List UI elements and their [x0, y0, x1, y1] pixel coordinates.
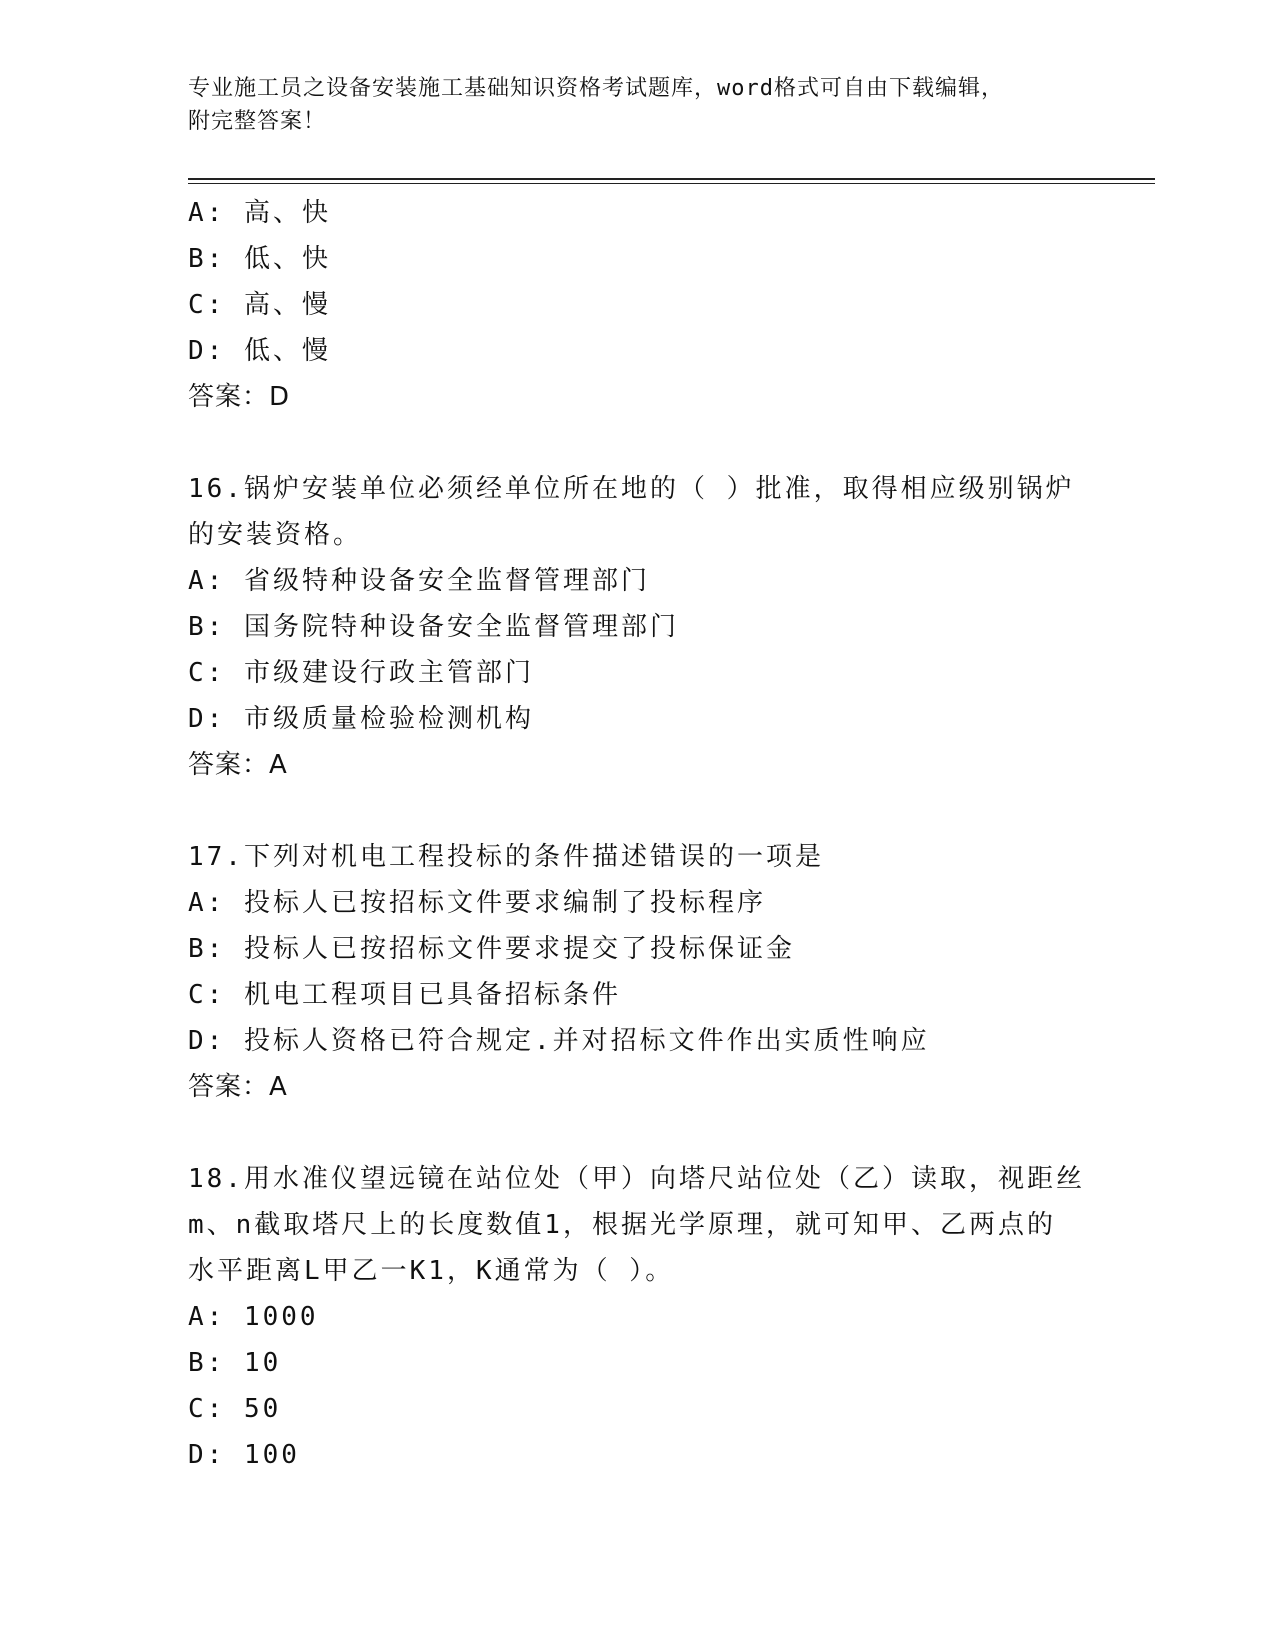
question-stem-line-2: 的安装资格。 — [188, 520, 363, 550]
spacer — [188, 1110, 1108, 1156]
spacer — [188, 788, 1108, 834]
header-line-2: 附完整答案！ — [188, 109, 327, 134]
question-stem-line-2: m、n截取塔尺上的长度数值1，根据光学原理，就可知甲、乙两点的 — [188, 1210, 1056, 1240]
question-16 — [188, 466, 1108, 788]
question-18 — [188, 1156, 1108, 1478]
option-b: B: 低、快 — [188, 244, 331, 274]
option-d: D: 市级质量检验检测机构 — [188, 704, 534, 734]
spacer — [188, 420, 1108, 466]
question-list — [188, 190, 1108, 1478]
question-stem-line-3: 水平距离L甲乙一K1，K通常为（ ）。 — [188, 1256, 675, 1286]
option-b: B: 10 — [188, 1348, 282, 1378]
option-a: A: 1000 — [188, 1302, 319, 1332]
header-line-1: 专业施工员之设备安装施工基础知识资格考试题库，word格式可自由下载编辑， — [188, 76, 1004, 101]
question-stem-line-1: 16.锅炉安装单位必须经单位所在地的（ ）批准，取得相应级别锅炉 — [188, 474, 1075, 504]
option-a: A: 投标人已按招标文件要求编制了投标程序 — [188, 888, 766, 918]
answer-line: 答案：D — [188, 382, 291, 412]
option-b: B: 投标人已按招标文件要求提交了投标保证金 — [188, 934, 795, 964]
option-d: D: 100 — [188, 1440, 300, 1470]
answer-line: 答案：A — [188, 750, 288, 780]
question-stem-line-1: 18.用水准仪望远镜在站位处（甲）向塔尺站位处（乙）读取，视距丝 — [188, 1164, 1085, 1194]
option-c: C: 机电工程项目已具备招标条件 — [188, 980, 621, 1010]
question-stem-line-1: 17.下列对机电工程投标的条件描述错误的一项是 — [188, 842, 824, 872]
option-a: A: 省级特种设备安全监督管理部门 — [188, 566, 650, 596]
option-c: C: 高、慢 — [188, 290, 331, 320]
option-d: D: 低、慢 — [188, 336, 331, 366]
option-a: A: 高、快 — [188, 198, 331, 228]
header-rule-thin — [188, 183, 1155, 184]
header-rule-thick — [188, 178, 1155, 180]
question-15 — [188, 190, 1108, 420]
option-c: C: 市级建设行政主管部门 — [188, 658, 534, 688]
option-c: C: 50 — [188, 1394, 282, 1424]
document-header — [188, 72, 1088, 138]
option-b: B: 国务院特种设备安全监督管理部门 — [188, 612, 679, 642]
question-17 — [188, 834, 1108, 1110]
answer-line: 答案：A — [188, 1072, 288, 1102]
option-d: D: 投标人资格已符合规定.并对招标文件作出实质性响应 — [188, 1026, 930, 1056]
